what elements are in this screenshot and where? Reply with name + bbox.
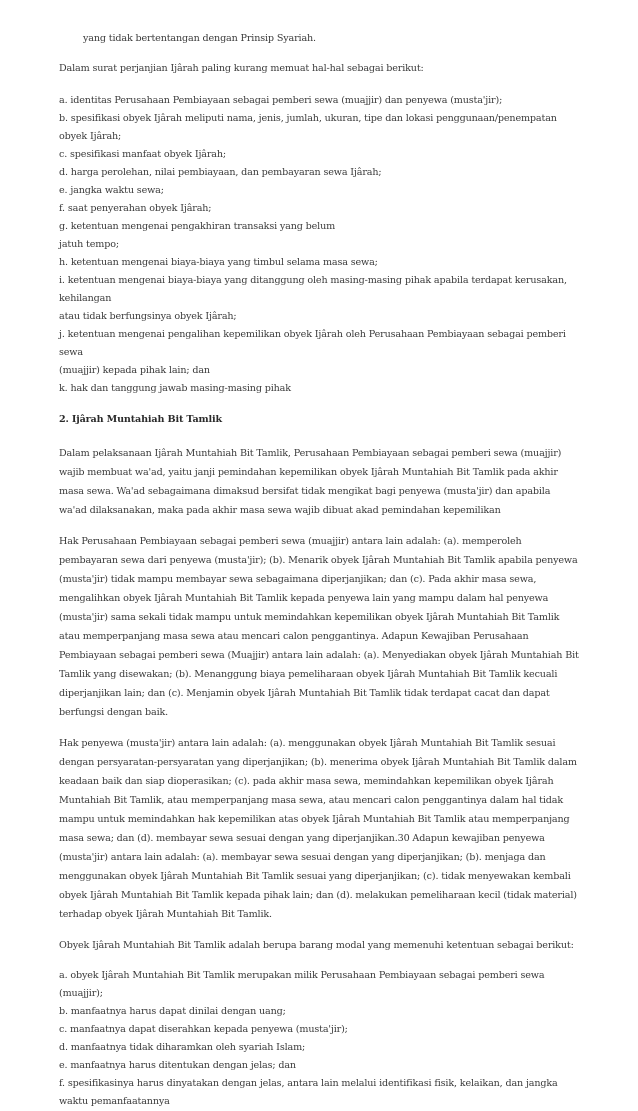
surat-items-list <box>59 92 579 398</box>
list-item: b. manfaatnya harus dapat dinilai dengan uang; <box>59 1006 286 1017</box>
list-item: c. spesifikasi manfaat obyek Ijârah; <box>59 149 226 160</box>
list-item: e. manfaatnya harus ditentukan dengan jelas; dan <box>59 1060 296 1071</box>
list-item: d. manfaatnya tidak diharamkan oleh syariah Islam; <box>59 1042 306 1053</box>
list-item: g. ketentuan mengenai pengakhiran transaksi yang belum <box>59 221 336 232</box>
list-item: jatuh tempo; <box>59 239 119 250</box>
paragraph-hak-penyewa: Hak penyewa (musta'jir) antara lain adalah: (a). menggunakan obyek Ijârah Muntahiah Bit Tamlik sesuai dengan persyaratan-persyaratan yang diperjanjikan; (b). menerima obyek Ijârah Muntahiah Bit Tamlik dalam keadaan baik dan siap dioperasikan; (c). pada akhir masa sewa, memindahkan kepemilikan obyek Ijârah Muntahiah Bit Tamlik, atau memperpanjang masa sewa, atau mencari calon penggantinya dalam hal tidak mampu untuk memindahkan hak kepemilikan atas obyek Ijârah Muntahiah Bit Tamlik atau memperpanjang masa sewa; dan (d). membayar sewa sesuai dengan yang diperjanjikan.30 Adapun kewajiban penyewa (musta'jir) antara lain adalah: (a). membayar sewa sesuai dengan yang diperjanjikan; (b). menjaga dan menggunakan obyek Ijârah Muntahiah Bit Tamlik sesuai yang diperjanjikan; (c). tidak menyewakan kembali obyek Ijârah Muntahiah Bit Tamlik kepada pihak lain; dan (d). melakukan pemeliharaan kecil (tidak material) terhadap obyek Ijârah Muntahiah Bit Tamlik. <box>59 738 577 920</box>
list-item: atau tidak berfungsinya obyek Ijârah; <box>59 311 237 322</box>
surat-intro-text: Dalam surat perjanjian Ijârah paling kurang memuat hal-hal sebagai berikut: <box>59 63 424 74</box>
obyek-intro-text: Obyek Ijârah Muntahiah Bit Tamlik adalah berupa barang modal yang memenuhi ketentuan sebagai berikut: <box>59 940 574 951</box>
list-item: (muajjir) kepada pihak lain; dan <box>59 365 210 376</box>
list-item: a. obyek Ijârah Muntahiah Bit Tamlik merupakan milik Perusahaan Pembiayaan sebagai pemberi sewa (muajjir); <box>59 970 545 999</box>
list-item: k. hak dan tanggung jawab masing-masing pihak <box>59 383 291 394</box>
intro-tail-text: yang tidak bertentangan dengan Prinsip Syariah. <box>83 33 316 44</box>
list-item: e. jangka waktu sewa; <box>59 185 164 196</box>
paragraph-hak-perusahaan: Hak Perusahaan Pembiayaan sebagai pemberi sewa (muajjir) antara lain adalah: (a). memperoleh pembayaran sewa dari penyewa (musta'jir); (b). Menarik obyek Ijârah Muntahiah Bit Tamlik apabila penyewa (musta'jir) tidak mampu membayar sewa sebagaimana diperjanjikan; dan (c). Pada akhir masa sewa, mengalihkan obyek Ijârah Muntahiah Bit Tamlik kepada penyewa lain yang mampu dalam hal penyewa (musta'jir) sama sekali tidak mampu untuk memindahkan kepemilikan obyek Ijârah Muntahiah Bit Tamlik atau memperpanjang masa sewa atau mencari calon penggantinya. Adapun Kewajiban Perusahaan Pembiayaan sebagai pemberi sewa (Muajjir) antara lain adalah: (a). Menyediakan obyek Ijârah Muntahiah Bit Tamlik yang disewakan; (b). Menanggung biaya pemeliharaan obyek Ijârah Muntahiah Bit Tamlik kecuali diperjanjikan lain; dan (c). Menjamin obyek Ijârah Muntahiah Bit Tamlik tidak terdapat cacat dan dapat berfungsi dengan baik. <box>59 536 579 718</box>
list-item: b. spesifikasi obyek Ijârah meliputi nama, jenis, jumlah, ukuran, tipe dan lokasi penggunaan/penempatan obyek Ijârah; <box>59 113 557 142</box>
paragraph-wa-ad: Dalam pelaksanaan Ijârah Muntahiah Bit Tamlik, Perusahaan Pembiayaan sebagai pemberi sewa (muajjir) wajib membuat wa'ad, yaitu janji pemindahan kepemilikan obyek Ijârah Muntahiah Bit Tamlik pada akhir masa sewa. Wa'ad sebagaimana dimaksud bersifat tidak mengikat bagi penyewa (musta'jir) dan apabila wa'ad dilaksanakan, maka pada akhir masa sewa wajib dibuat akad pemindahan kepemilikan <box>59 448 562 516</box>
list-item: d. harga perolehan, nilai pembiayaan, dan pembayaran sewa Ijârah; <box>59 167 382 178</box>
list-item: j. ketentuan mengenai pengalihan kepemilikan obyek Ijârah oleh Perusahaan Pembiayaan sebagai pemberi sewa <box>59 329 566 358</box>
list-item: c. manfaatnya dapat diserahkan kepada penyewa (musta'jir); <box>59 1024 348 1035</box>
section-heading: 2. Ijârah Muntahiah Bit Tamlik <box>59 414 223 425</box>
list-item: a. identitas Perusahaan Pembiayaan sebagai pemberi sewa (muajjir) dan penyewa (musta'jir); <box>59 95 503 106</box>
document-page <box>59 30 579 1111</box>
list-item: h. ketentuan mengenai biaya-biaya yang timbul selama masa sewa; <box>59 257 378 268</box>
list-item: f. spesifikasinya harus dinyatakan dengan jelas, antara lain melalui identifikasi fisik, kelaikan, dan jangka waktu pemanfaatannya <box>59 1078 558 1107</box>
list-item: f. saat penyerahan obyek Ijârah; <box>59 203 212 214</box>
list-item: i. ketentuan mengenai biaya-biaya yang ditanggung oleh masing-masing pihak apabila terdapat kerusakan, kehilangan <box>59 275 567 304</box>
obyek-items-list <box>59 967 579 1111</box>
